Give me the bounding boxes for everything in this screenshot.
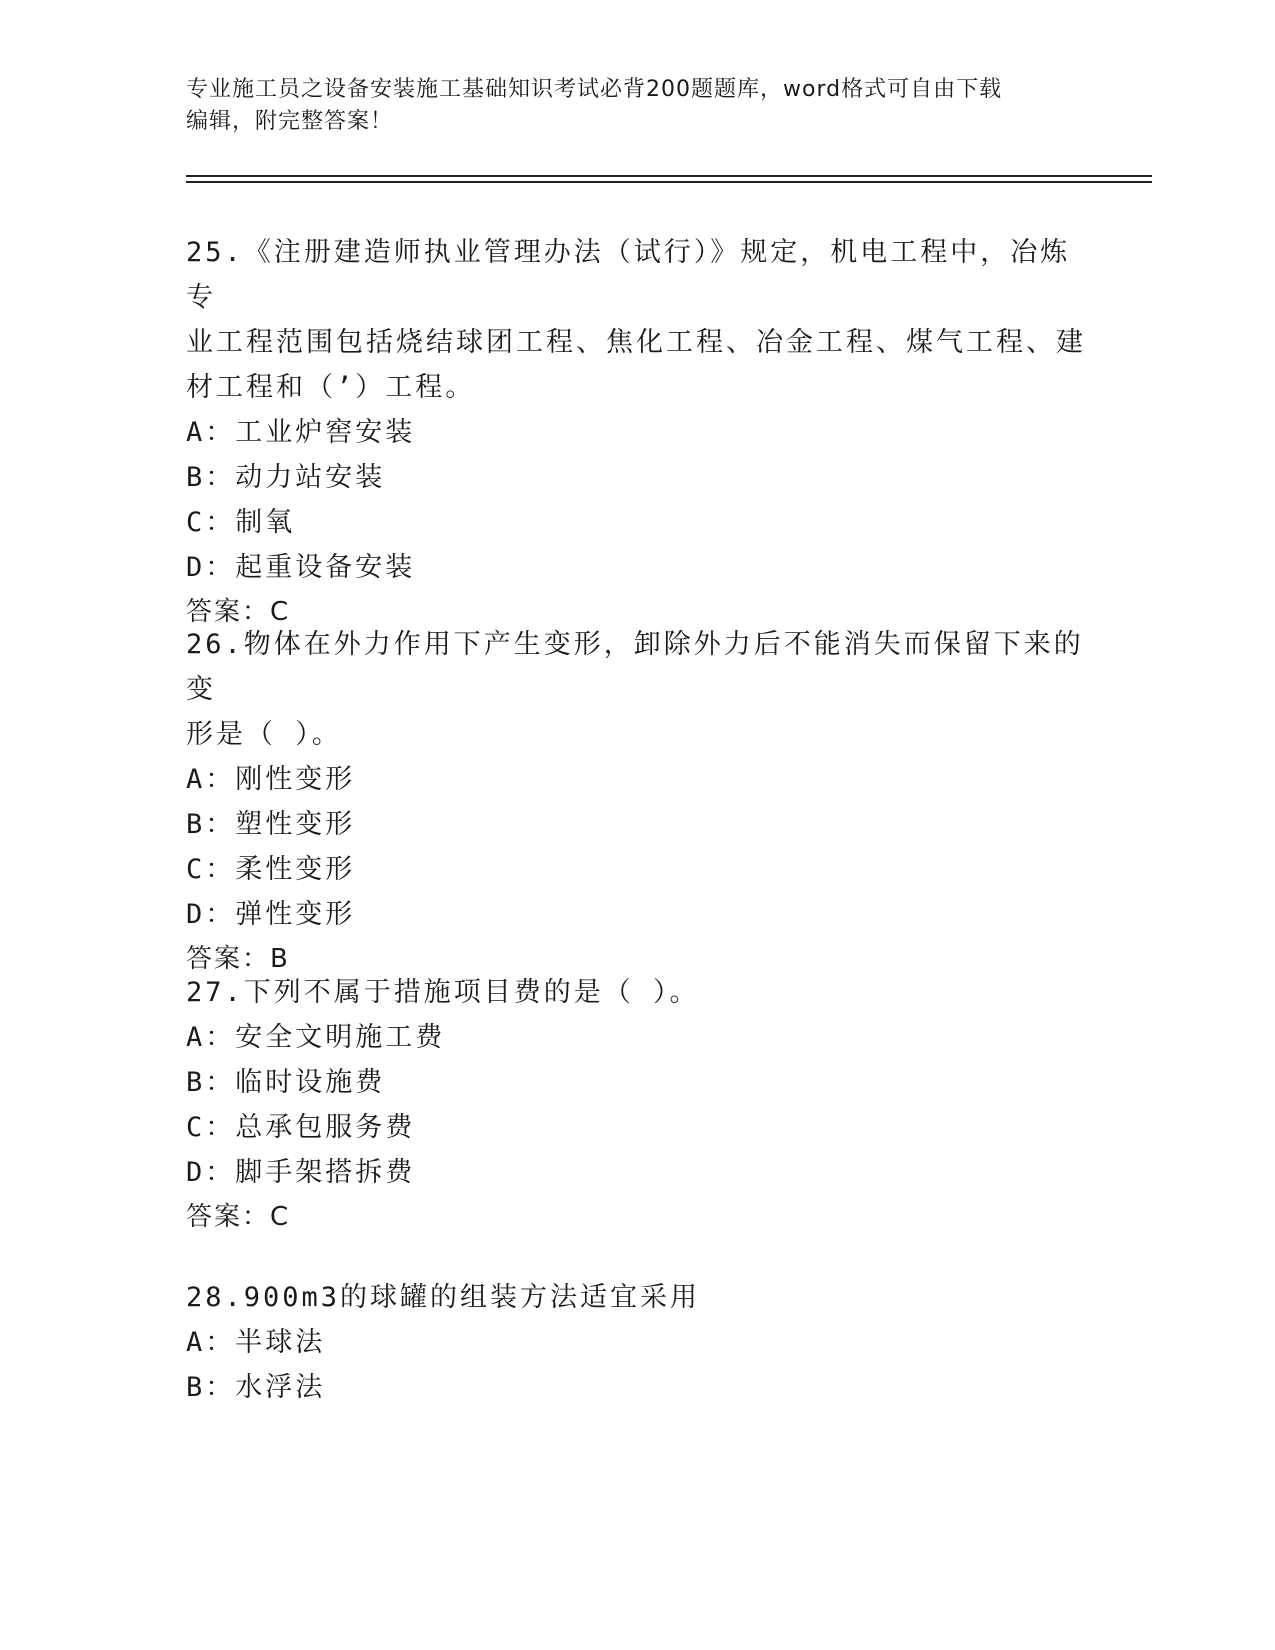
option-b: B：水浮法 [186,1372,326,1403]
option-d: D：起重设备安装 [186,552,416,583]
answer-label: 答案： [186,944,271,974]
question-text-line: 业工程范围包括烧结球团工程、焦化工程、冶金工程、煤气工程、建 [186,327,1086,358]
option-a: A：安全文明施工费 [186,1022,446,1053]
answer-label: 答案： [186,1202,271,1232]
header-title-line-2: 编辑，附完整答案！ [186,109,394,134]
option-d: D：弹性变形 [186,899,356,930]
answer-line [186,1195,1086,1240]
answer-value: C [270,597,290,627]
option-b: B：塑性变形 [186,809,356,840]
question-text-line: 材工程和（’）工程。 [186,372,476,403]
answer-value: C [270,1202,290,1232]
option-a: A：刚性变形 [186,764,356,795]
option-a: A：工业炉窖安装 [186,417,416,448]
option-c: C：柔性变形 [186,854,356,885]
question-25 [186,230,1086,635]
header-title-line-1: 专业施工员之设备安装施工基础知识考试必背200题题库，word格式可自由下载 [186,77,1003,102]
option-c: C：总承包服务费 [186,1112,416,1143]
option-b: B：动力站安装 [186,462,386,493]
question-text-line: 27.下列不属于措施项目费的是（ ）。 [186,977,700,1008]
option-d: D：脚手架搭拆费 [186,1157,416,1188]
answer-label: 答案： [186,597,271,627]
question-text-line: 28.900m3的球罐的组装方法适宜采用 [186,1282,701,1313]
answer-value: B [270,944,289,974]
header-divider-top [186,175,1152,177]
question-text-line: 形是（ ）。 [186,719,342,750]
question-27 [186,970,1086,1240]
question-text-line: 25.《注册建造师执业管理办法（试行）》规定，机电工程中，冶炼专 [186,237,1071,313]
option-b: B：临时设施费 [186,1067,386,1098]
question-26 [186,622,1086,982]
document-header [186,74,1076,138]
question-28 [186,1275,1086,1410]
header-divider-bottom [186,181,1152,183]
question-text-line: 26.物体在外力作用下产生变形，卸除外力后不能消失而保留下来的变 [186,629,1084,705]
option-c: C：制氧 [186,507,296,538]
option-a: A：半球法 [186,1327,326,1358]
